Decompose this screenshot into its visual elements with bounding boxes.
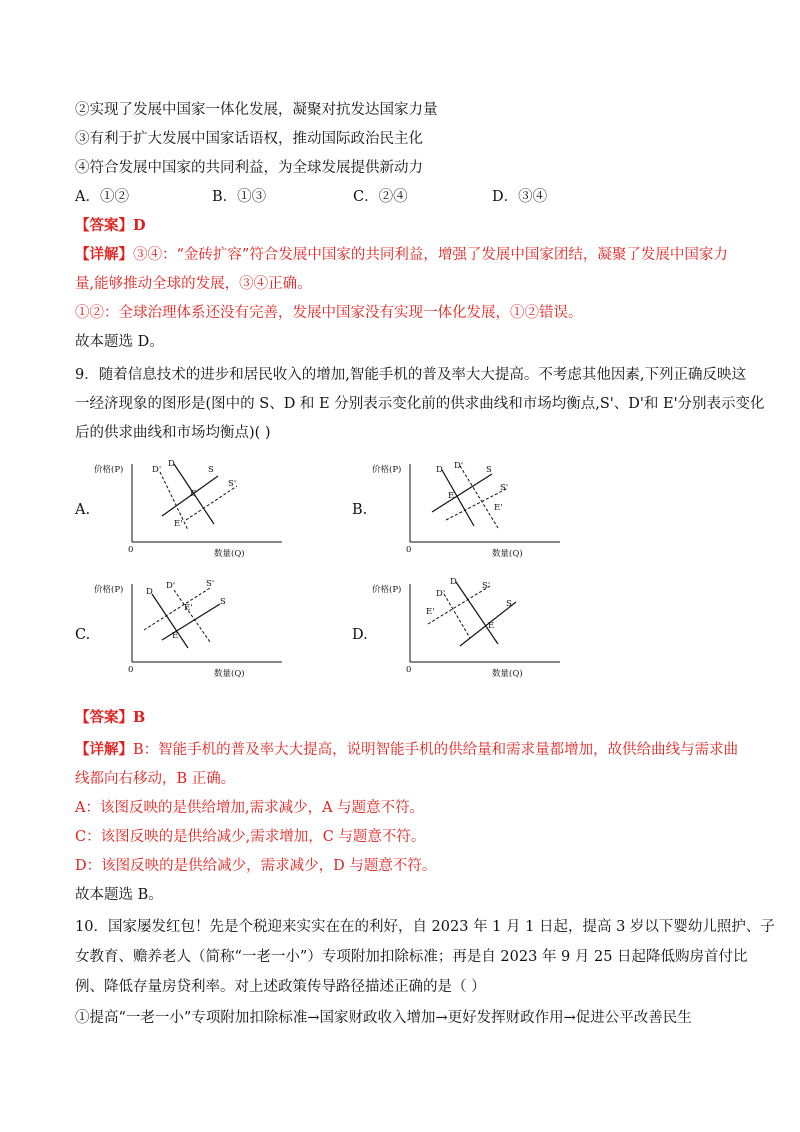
- q8-item-2: ②实现了发展中国家一体化发展，凝聚对抗发达国家力量: [75, 102, 438, 118]
- label-s2: S': [206, 579, 215, 589]
- graph-d: [370, 572, 570, 684]
- label-e2: E': [184, 603, 193, 613]
- label-e: E: [488, 621, 495, 631]
- q8-option-d: D．③④: [492, 189, 548, 205]
- label-d2: D': [166, 581, 176, 591]
- q9-answer: [75, 708, 145, 728]
- q9-stem-2: 一经济现象的图形是(图中的 S、D 和 E 分别表示变化前的供求曲线和市场均衡点,S'、D'和 E'分别表示变化: [75, 396, 765, 412]
- origin-label: 0: [128, 665, 134, 675]
- q8-detail-line-1: [75, 245, 728, 265]
- label-e: E: [448, 491, 455, 501]
- q10-stem-1: 10．国家屡发红包！先是个税迎来实实在在的利好，自 2023 年 1 月 1 日起，提高 3 岁以下婴幼儿照护、子: [75, 919, 775, 935]
- label-d2: D': [454, 461, 464, 471]
- label-s2: S': [500, 483, 509, 493]
- label-d: D: [450, 577, 457, 587]
- q10-item-1: ①提高“一老一小”专项附加扣除标准→国家财政收入增加→更好发挥财政作用→促进公平改善民生: [75, 1010, 692, 1026]
- q8-detail-line-3: ①②：全球治理体系还没有完善，发展中国家没有实现一体化发展，①②错误。: [75, 305, 583, 321]
- q9-detail-line-4: C：该图反映的是供给减少,需求增加，C 与题意不符。: [75, 829, 426, 845]
- label-e2: E': [494, 503, 503, 513]
- q8-option-c: C．②④: [353, 189, 408, 205]
- q10-stem-2: 女教育、赡养老人（简称“一老一小”）专项附加扣除标准；再是自 2023 年 9 月 25 日起降低购房首付比: [75, 949, 748, 965]
- x-axis-label: 数量(Q): [214, 669, 245, 679]
- q9-detail-line-2: 线都向右移动，B 正确。: [75, 771, 236, 787]
- label-e2: E': [426, 607, 435, 617]
- graph-b: [370, 452, 570, 564]
- demand-curve-d2: [460, 466, 498, 528]
- q9-option-a-letter: A.: [75, 502, 91, 518]
- demand-curve-d2: [444, 594, 470, 638]
- q8-conclusion: 故本题选 D。: [75, 334, 164, 350]
- x-axis-label: 数量(Q): [492, 669, 523, 679]
- answer-tag: 【答案】: [75, 217, 133, 234]
- q9-conclusion: 故本题选 B。: [75, 887, 163, 903]
- answer-value: D: [133, 217, 146, 234]
- label-s: S: [220, 597, 226, 607]
- q9-stem-3: 后的供求曲线和市场均衡点)( ): [75, 425, 271, 441]
- label-s: S: [486, 465, 492, 475]
- origin-label: 0: [128, 545, 134, 555]
- label-d: D: [436, 465, 443, 475]
- label-d: D: [168, 459, 175, 469]
- q9-stem-1: 9．随着信息技术的进步和居民收入的增加,智能手机的普及率大大提高。不考虑其他因素,下列正确反映这: [75, 367, 746, 383]
- q8-item-3: ③有利于扩大发展中国家话语权，推动国际政治民主化: [75, 131, 423, 147]
- origin-label: 0: [406, 665, 412, 675]
- q9-option-b-letter: B.: [352, 502, 368, 518]
- detail-text: B：智能手机的普及率大大提高，说明智能手机的供给量和需求量都增加，故供给曲线与需求曲: [133, 742, 739, 758]
- label-s2: S': [228, 479, 237, 489]
- label-d2: D': [436, 589, 446, 599]
- y-axis-label: 价格(P): [94, 585, 124, 595]
- label-d: D: [146, 587, 153, 597]
- label-e: E: [190, 489, 197, 499]
- demand-curve-d: [456, 582, 498, 644]
- label-s2: S': [482, 581, 491, 591]
- q8-detail-line-2: 量,能够推动全球的发展，③④正确。: [75, 276, 312, 292]
- detail-text: ③④：“金砖扩容”符合发展中国家的共同利益，增强了发展中国家团结，凝聚了发展中国家力: [133, 247, 728, 263]
- q9-option-c-letter: C.: [75, 627, 91, 643]
- label-s: S: [208, 465, 214, 475]
- demand-curve-d: [442, 470, 474, 526]
- q8-option-b: B．①③: [212, 189, 267, 205]
- graph-a: [92, 452, 292, 564]
- q8-option-a: A．①②: [75, 189, 129, 205]
- q10-stem-3: 例、降低存量房贷利率。对上述政策传导路径描述正确的是（ ）: [75, 979, 486, 995]
- y-axis-label: 价格(P): [94, 465, 124, 475]
- q9-option-d-letter: D.: [352, 627, 368, 643]
- q9-detail-line-5: D：该图反映的是供给减少，需求减少，D 与题意不符。: [75, 858, 437, 874]
- q8-item-4: ④符合发展中国家的共同利益，为全球发展提供新动力: [75, 160, 423, 176]
- label-e: E: [172, 631, 179, 641]
- label-s: S: [506, 599, 512, 609]
- y-axis-label: 价格(P): [372, 585, 402, 595]
- q9-detail-line-3: A：该图反映的是供给增加,需求减少，A 与题意不符。: [75, 800, 425, 816]
- origin-label: 0: [406, 545, 412, 555]
- x-axis-label: 数量(Q): [214, 549, 245, 559]
- label-d2: D': [152, 465, 162, 475]
- x-axis-label: 数量(Q): [492, 549, 523, 559]
- q8-answer: [75, 216, 146, 236]
- y-axis-label: 价格(P): [372, 465, 402, 475]
- answer-value: B: [133, 709, 146, 726]
- supply-curve-s: [432, 474, 492, 512]
- graph-c: [92, 572, 292, 684]
- label-e2: E': [174, 519, 183, 529]
- answer-tag: 【答案】: [75, 709, 133, 726]
- detail-tag: 【详解】: [75, 741, 133, 758]
- q9-detail-line-1: [75, 740, 738, 760]
- detail-tag: 【详解】: [75, 246, 133, 263]
